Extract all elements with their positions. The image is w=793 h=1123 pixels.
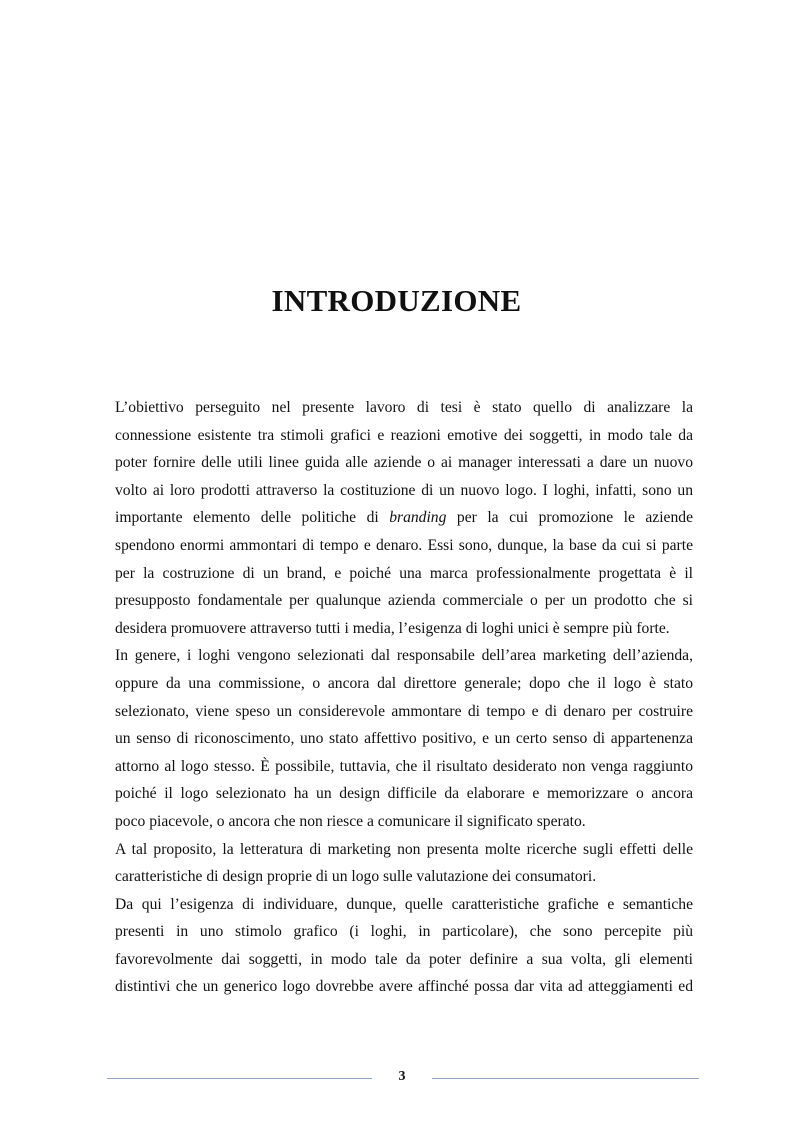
text-line: oppure da una commissione, o ancora dal direttore generale; dopo che il logo è stato (115, 674, 693, 692)
paragraph (115, 891, 693, 1001)
text-line: spendono enormi ammontari di tempo e denaro. Essi sono, dunque, la base da cui si parte (115, 536, 693, 554)
text-run: importante elemento delle politiche di (115, 509, 390, 527)
text-line: per la costruzione di un brand, e poiché una marca professionalmente progettata è il (115, 564, 693, 582)
text-line: L’obiettivo perseguito nel presente lavoro di tesi è stato quello di analizzare la (115, 399, 693, 416)
chapter-title: INTRODUZIONE (271, 283, 522, 318)
text-line: Da qui l’esigenza di individuare, dunque, quelle caratteristiche grafiche e semantiche (115, 895, 693, 913)
text-line: volto ai loro prodotti attraverso la costituzione di un nuovo logo. I loghi, infatti, sono un (115, 481, 693, 499)
paragraph (115, 642, 693, 835)
text-line: connessione esistente tra stimoli grafici e reazioni emotive dei soggetti, in modo tale da (115, 426, 693, 444)
text-line: caratteristiche di design proprie di un logo sulle valutazione dei consumatori. (115, 868, 597, 886)
text-line: In genere, i loghi vengono selezionati dal responsabile dell’area marketing dell’azienda, (115, 647, 693, 665)
text-line: attorno al logo stesso. È possibile, tuttavia, che il risultato desiderato non venga raggiunto (115, 757, 693, 775)
text-line: presenti in uno stimolo grafico (i loghi, in particolare), che sono percepite più (115, 923, 693, 941)
text-line: poter fornire delle utili linee guida alle aziende o ai manager interessati a dare un nuovo (115, 454, 693, 472)
footer-rule-left (107, 1078, 372, 1079)
text-line (115, 504, 693, 532)
text-line: desidera promuovere attraverso tutti i media, l’esigenza di loghi unici è sempre più forte. (115, 619, 670, 637)
paragraph (115, 394, 693, 642)
page-number: 3 (398, 1069, 406, 1084)
text-line: favorevolmente dai soggetti, in modo tale da poter definire a sua volta, gli elementi (115, 950, 693, 968)
text-line: un senso di riconoscimento, uno stato affettivo positivo, e un certo senso di appartenenza (115, 730, 693, 748)
text-line: poco piacevole, o ancora che non riesce a comunicare il significato sperato. (115, 812, 586, 830)
text-run: per la cui promozione le aziende (446, 509, 693, 527)
italic-term: branding (389, 509, 447, 527)
text-line: presupposto fondamentale per qualunque azienda commerciale o per un prodotto che si (115, 592, 693, 610)
text-line: A tal proposito, la letteratura di marketing non presenta molte ricerche sugli effetti delle (115, 840, 693, 858)
text-line: poiché il logo selezionato ha un design difficile da elaborare e memorizzare o ancora (115, 785, 693, 803)
text-line: selezionato, viene speso un considerevole ammontare di tempo e di denaro per costruire (115, 702, 693, 720)
body-text (115, 394, 693, 1001)
paragraph (115, 836, 693, 891)
text-line: distintivi che un generico logo dovrebbe avere affinché possa dar vita ad atteggiamenti ed (115, 978, 693, 996)
footer-rule-right (432, 1078, 699, 1079)
